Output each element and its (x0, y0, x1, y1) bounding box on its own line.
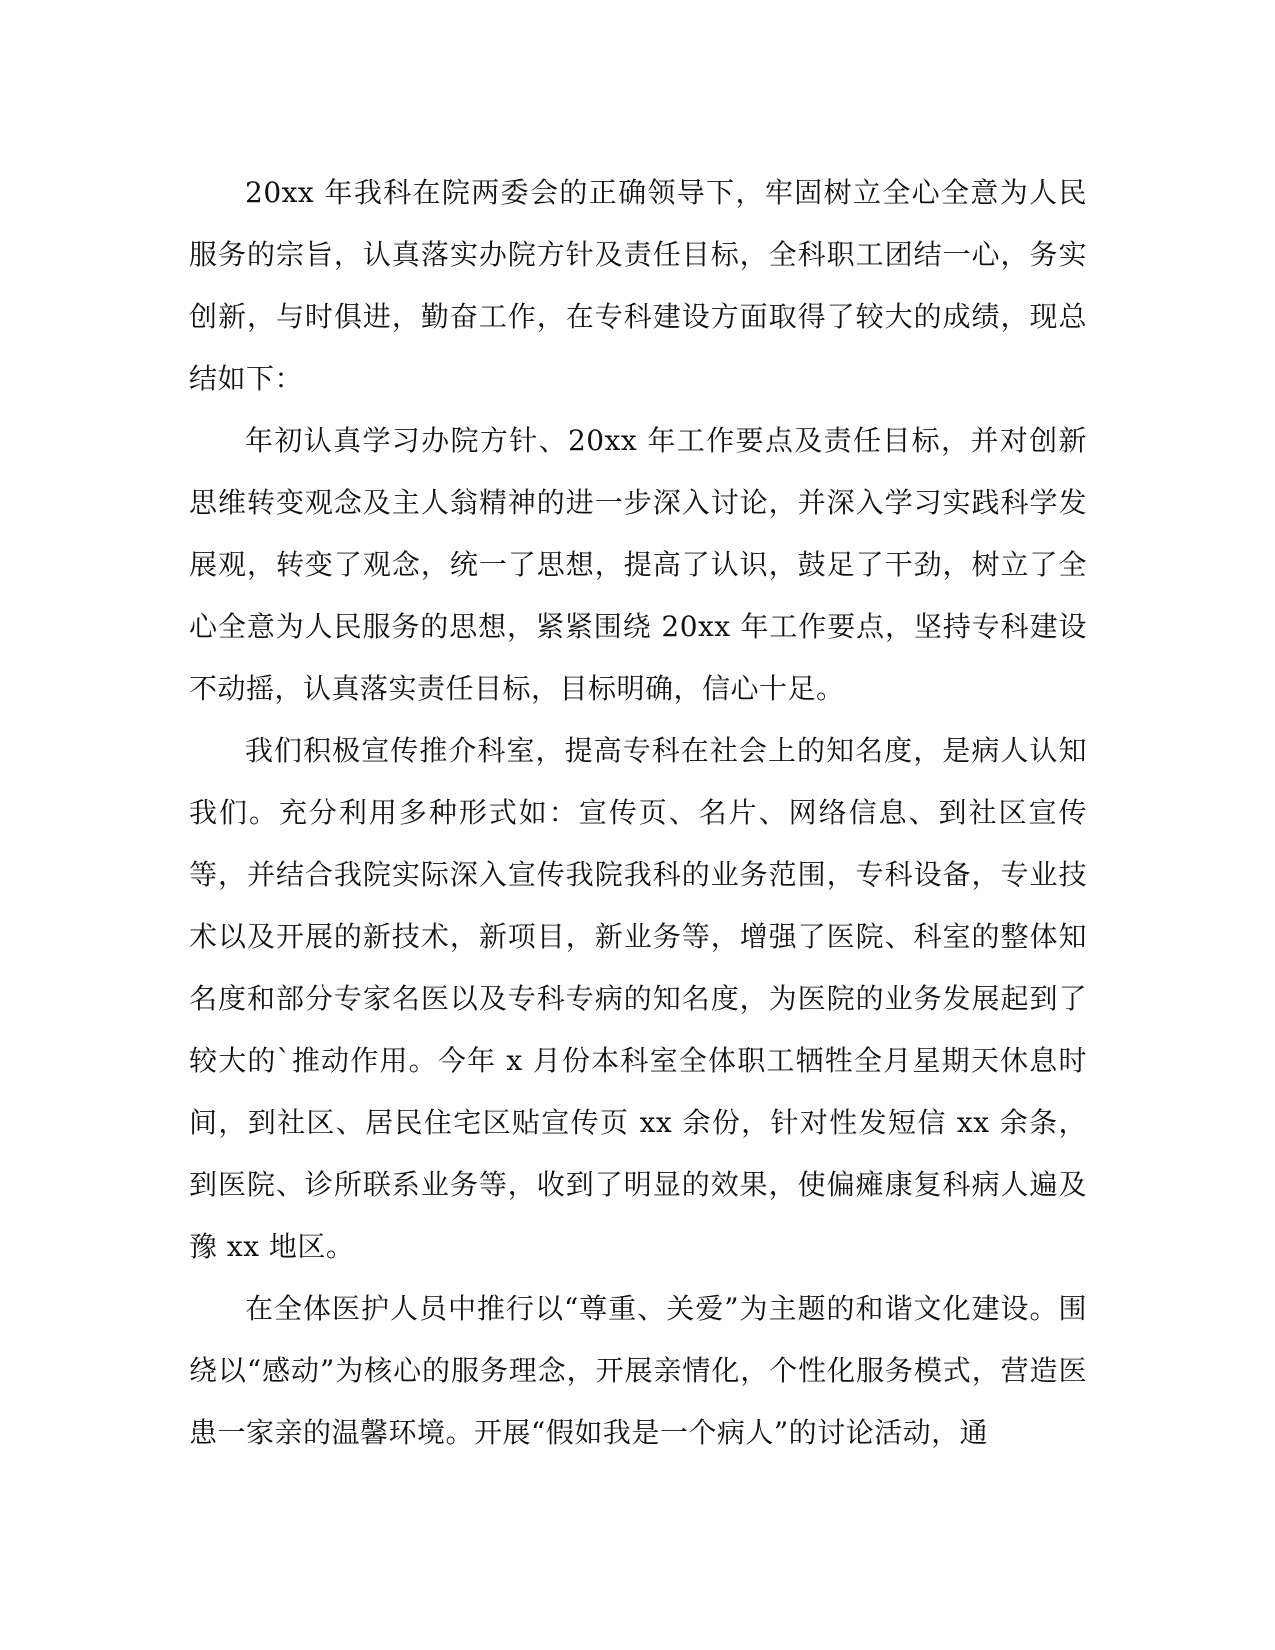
paragraph-1: 20xx 年我科在院两委会的正确领导下，牢固树立全心全意为人民服务的宗旨，认真落实办院方针及责任目标，全科职工团结一心，务实创新，与时俱进，勤奋工作，在专科建设方面取得了较大的成绩，现总结如下： (189, 176, 1087, 395)
paragraph-3: 我们积极宣传推介科室，提高专科在社会上的知名度，是病人认知我们。充分利用多种形式如：宣传页、名片、网络信息、到社区宣传等，并结合我院实际深入宣传我院我科的业务范围，专科设备，专业技术以及开展的新技术，新项目，新业务等，增强了医院、科室的整体知名度和部分专家名医以及专科专病的知名度，为医院的业务发展起到了较大的`推动作用。今年 x 月份本科室全体职工牺牲全月星期天休息时间，到社区、居民住宅区贴宣传页 xx 余份，针对性发短信 xx 余条，到医院、诊所联系业务等，收到了明显的效果，使偏瘫康复科病人遍及豫 xx 地区。 (189, 734, 1087, 1263)
paragraph-2: 年初认真学习办院方针、20xx 年工作要点及责任目标，并对创新思维转变观念及主人翁精神的进一步深入讨论，并深入学习实践科学发展观，转变了观念，统一了思想，提高了认识，鼓足了干劲，树立了全心全意为人民服务的思想，紧紧围绕 20xx 年工作要点，坚持专科建设不动摇，认真落实责任目标，目标明确，信心十足。 (189, 424, 1087, 705)
document-body (189, 162, 1087, 1464)
paragraph-4: 在全体医护人员中推行以“尊重、关爱”为主题的和谐文化建设。围绕以“感动”为核心的服务理念，开展亲情化，个性化服务模式，营造医患一家亲的温馨环境。开展“假如我是一个病人”的讨论活动，通 (189, 1292, 1087, 1449)
